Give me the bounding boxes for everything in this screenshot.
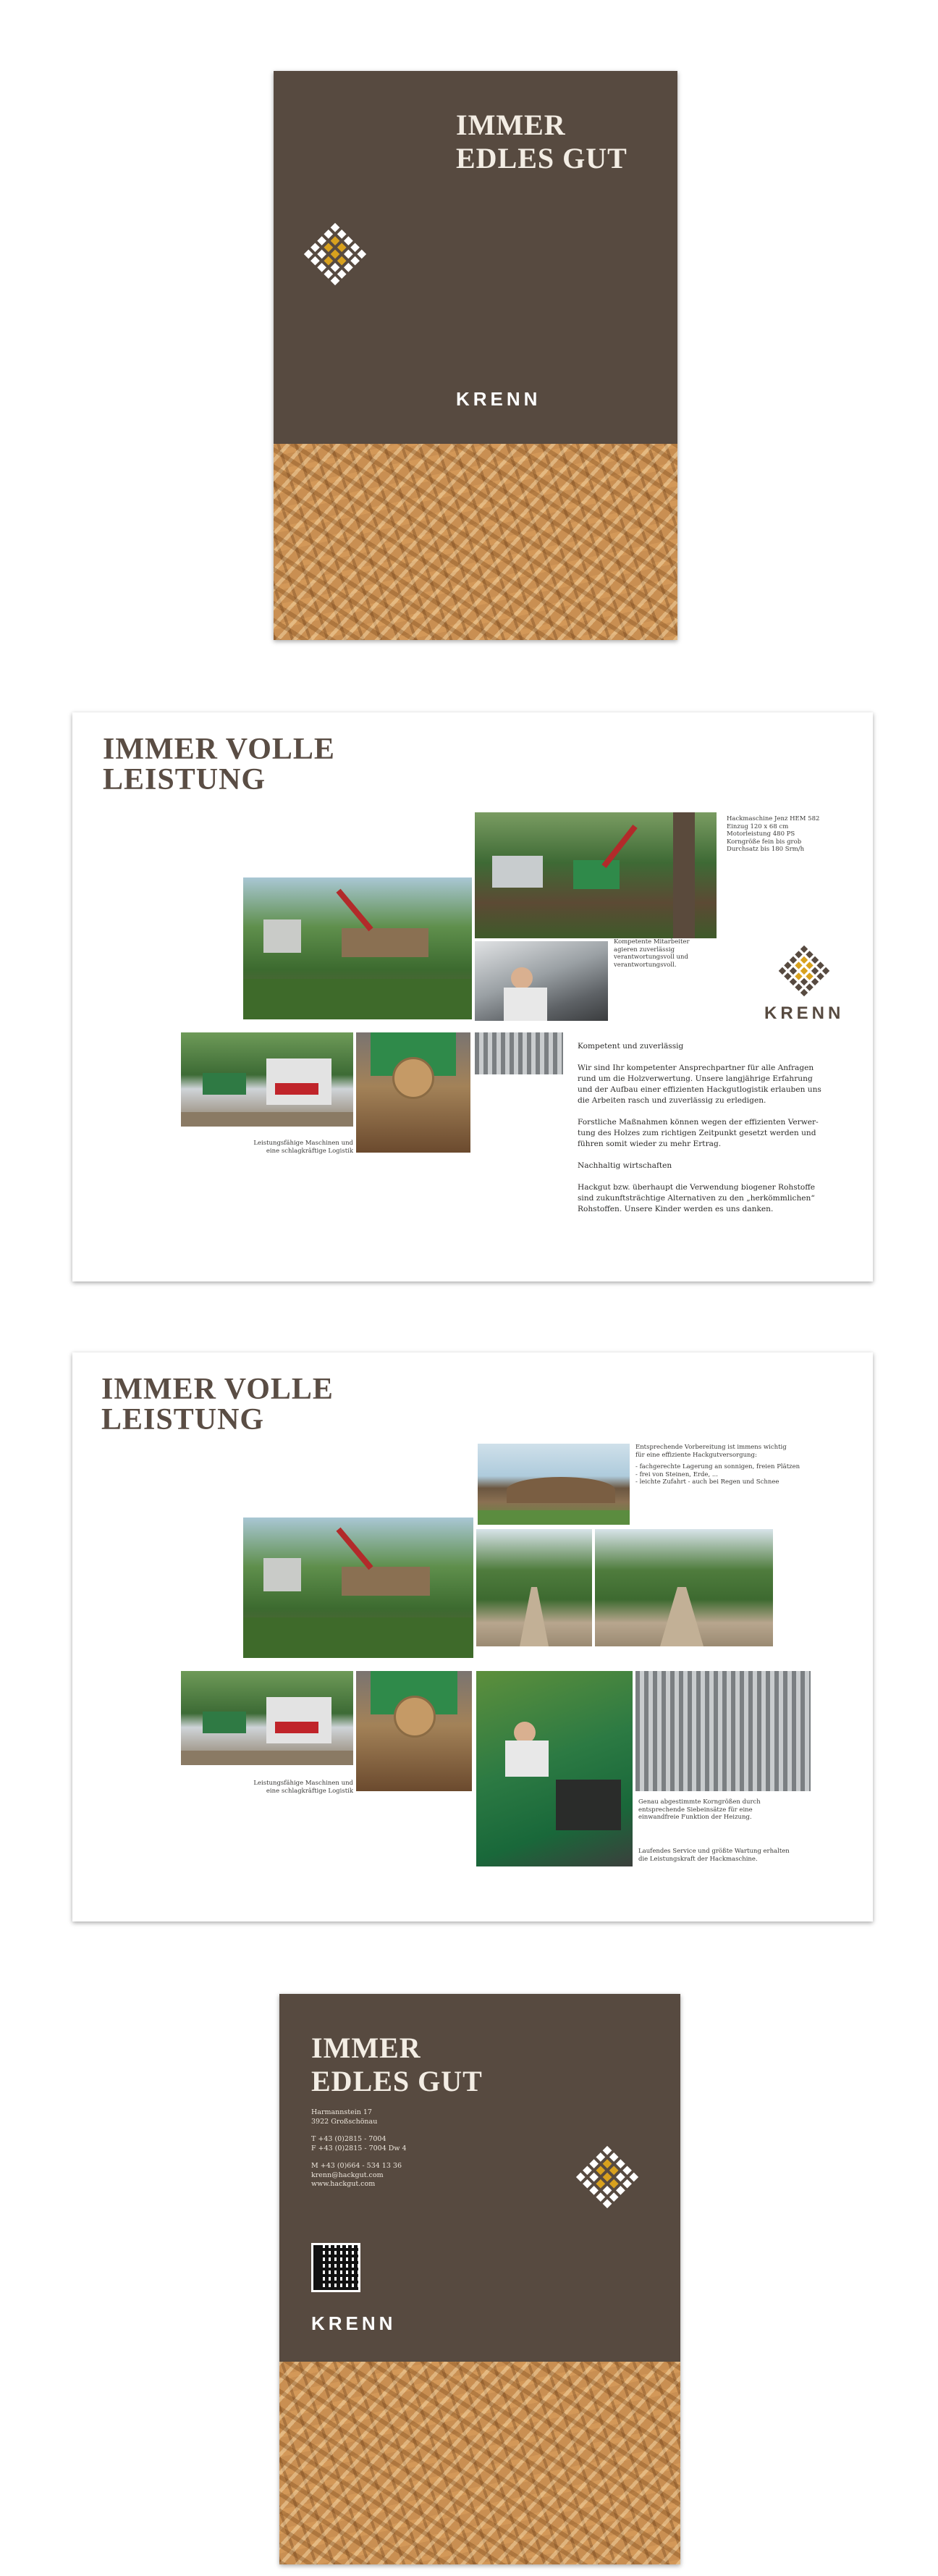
- address-line-2: 3922 Großschönau: [311, 2117, 378, 2126]
- logo-square: [331, 223, 340, 232]
- phone: T +43 (0)2815 - 7004: [311, 2135, 386, 2143]
- logo-gold-square: [596, 2165, 605, 2175]
- photo-loading-crane: [243, 1518, 473, 1658]
- photo-maintenance: [476, 1671, 633, 1866]
- logo-gold-square: [806, 961, 813, 969]
- front-cover-title-line-2: EDLES GUT: [456, 142, 628, 174]
- logo-square: [609, 2192, 619, 2202]
- logo-square: [596, 2192, 605, 2202]
- logo-gold-square: [800, 956, 808, 964]
- mobile: M +43 (0)664 - 534 13 36: [311, 2162, 402, 2170]
- photo-chip-hopper: [356, 1032, 470, 1153]
- logo-square: [317, 236, 326, 245]
- back-cover-title-line-1: IMMER: [311, 2032, 421, 2064]
- logo-square: [800, 946, 808, 953]
- logo-square: [806, 983, 813, 990]
- logo-square: [822, 967, 829, 975]
- logo-square: [304, 250, 313, 259]
- logo-square: [816, 961, 824, 969]
- logo-square: [790, 978, 797, 985]
- logo-gold-square: [324, 243, 333, 252]
- qr-code-icon: [311, 2243, 360, 2292]
- caption-screens: Genau abgestimmte Korngrößen durch entsprechende Siebeinsätze für eine einwandfreie Funktion der Heizung.: [638, 1798, 761, 1821]
- spread-1-body-text: [578, 1041, 853, 1226]
- logo-gold-square: [603, 2159, 612, 2168]
- logo-square: [350, 256, 360, 266]
- photo-chip-hopper: [356, 1671, 472, 1791]
- spread-1: [72, 712, 873, 1281]
- logo-square: [324, 269, 333, 279]
- photo-loading-crane: [243, 877, 472, 1019]
- diamond-logo-icon: [295, 214, 375, 294]
- logo-square: [344, 250, 353, 259]
- back-cover-brand: KRENN: [311, 2312, 397, 2334]
- logo-square: [589, 2159, 599, 2168]
- caption-logistics: Leistungsfähige Maschinen und eine schlagkräftige Logistik: [253, 1140, 353, 1155]
- caption-staff: Kompetente Mitarbeiter agieren zuverlässig verantwortungsvoll und verantwortungsvoll.: [614, 938, 690, 969]
- logo-square: [331, 276, 340, 285]
- logo-square: [622, 2179, 632, 2189]
- heading-competent: Kompetent und zuverlässig: [578, 1042, 684, 1051]
- logo-square: [616, 2159, 625, 2168]
- website: www.hackgut.com: [311, 2180, 376, 2188]
- email: krenn@hackgut.com: [311, 2171, 384, 2179]
- logo-square: [811, 978, 819, 985]
- logo-gold-square: [324, 256, 333, 266]
- logo-square: [317, 263, 326, 272]
- paragraph-1: Wir sind Ihr kompetenter Ansprechpartner für alle Anfragen rund um die Holzverwertung. Unsere langjährige Erfahrung und der Aufbau einer effizienten Hackgutlogistik erlauben uns die Arbeiten rasch und zuverlässig zu erledigen.: [578, 1064, 821, 1105]
- logo-square: [800, 989, 808, 996]
- front-cover-brand: KRENN: [456, 388, 541, 410]
- photo-forest-road-2: [595, 1529, 773, 1646]
- contact-block: [311, 2108, 407, 2189]
- spread-2-title-line-1: IMMER VOLLE: [101, 1373, 334, 1406]
- photo-operator-cab: [475, 941, 608, 1021]
- wood-chips-photo: [274, 444, 677, 640]
- spread-1-title-line-2: LEISTUNG: [103, 763, 266, 796]
- front-cover-title: [456, 109, 628, 175]
- logo-gold-square: [331, 236, 340, 245]
- logo-square: [596, 2152, 605, 2162]
- logo-square: [310, 243, 320, 252]
- logo-square: [784, 961, 791, 969]
- logo-square: [324, 230, 333, 239]
- photo-forest-road-1: [476, 1529, 592, 1646]
- logo-square: [790, 967, 797, 975]
- logo-square: [583, 2179, 592, 2189]
- spread-2-title: [101, 1374, 334, 1435]
- photo-truck-logistics: [181, 1671, 353, 1765]
- paragraph-3: Hackgut bzw. überhaupt die Verwendung biogener Rohstoffe sind zukunftsträchtige Alternativen zu den „herkömmlichen“ Rohstoffen. Unsere Kinder werden es uns danken.: [578, 1183, 816, 1213]
- logo-gold-square: [337, 243, 347, 252]
- logo-square: [357, 250, 366, 259]
- back-cover: [279, 1994, 680, 2564]
- caption-preparation: Entsprechende Vorbereitung ist immens wichtig für eine effiziente Hackgutversorgung: - fachgerechte Lagerung an sonnigen, freien Plätzen - frei von Steinen, Erde, ... - leichte Zufahrt - auch bei Regen und Schnee: [635, 1444, 800, 1486]
- logo-square: [317, 250, 326, 259]
- logo-square: [806, 951, 813, 958]
- spread-2: [72, 1352, 873, 1922]
- logo-square: [576, 2173, 586, 2182]
- front-cover-title-line-1: IMMER: [456, 109, 566, 141]
- diamond-logo-icon: [772, 938, 837, 1003]
- caption-service: Laufendes Service und größte Wartung erhalten die Leistungskraft der Hackmaschine.: [638, 1848, 790, 1863]
- photo-truck-logistics: [181, 1032, 353, 1127]
- back-cover-title: [311, 2032, 483, 2098]
- address-line-1: Harmannstein 17: [311, 2108, 372, 2116]
- logo-square: [795, 983, 802, 990]
- logo-square: [310, 256, 320, 266]
- logo-gold-square: [603, 2173, 612, 2182]
- wood-chips-photo: [279, 2362, 680, 2564]
- photo-chipper-in-forest: [475, 812, 717, 938]
- logo-square: [811, 956, 819, 964]
- logo-square: [629, 2173, 638, 2182]
- logo-square: [589, 2173, 599, 2182]
- logo-gold-square: [795, 972, 802, 980]
- logo-gold-square: [609, 2179, 619, 2189]
- logo-square: [784, 972, 791, 980]
- logo-gold-square: [806, 972, 813, 980]
- logo-square: [583, 2165, 592, 2175]
- logo-square: [603, 2199, 612, 2208]
- logo-gold-square: [337, 256, 347, 266]
- logo-square: [790, 956, 797, 964]
- logo-square: [344, 263, 353, 272]
- logo-square: [331, 263, 340, 272]
- photo-screen-insert: [475, 1032, 563, 1074]
- logo-gold-square: [795, 961, 802, 969]
- spread-2-title-line-2: LEISTUNG: [101, 1403, 265, 1436]
- fax: F +43 (0)2815 - 7004 Dw 4: [311, 2144, 407, 2152]
- photo-screen-insert: [635, 1671, 811, 1791]
- logo-square: [779, 967, 786, 975]
- logo-square: [795, 951, 802, 958]
- caption-machine: Hackmaschine Jenz HEM 582 Einzug 120 x 68 cm Motorleistung 480 PS Korngröße fein bis grob Durchsatz bis 180 Srm/h: [727, 815, 820, 853]
- caption-logistics: Leistungsfähige Maschinen und eine schlagkräftige Logistik: [253, 1780, 353, 1795]
- heading-sustainable: Nachhaltig wirtschaften: [578, 1161, 672, 1170]
- logo-square: [350, 243, 360, 252]
- logo-square: [337, 269, 347, 279]
- front-cover: [274, 71, 677, 640]
- logo-gold-square: [331, 250, 340, 259]
- logo-square: [616, 2173, 625, 2182]
- logo-gold-square: [609, 2165, 619, 2175]
- logo-square: [337, 230, 347, 239]
- logo-square: [622, 2165, 632, 2175]
- spread-1-title: [103, 734, 335, 795]
- paragraph-2: Forstliche Maßnahmen können wegen der effizienten Verwer- tung des Holzes zum richtigen Zeitpunkt gesetzt werden und führen somit wieder zu mehr Ertrag.: [578, 1118, 819, 1148]
- photo-wood-pile: [478, 1444, 630, 1525]
- logo-square: [800, 978, 808, 985]
- spread-1-title-line-1: IMMER VOLLE: [103, 733, 335, 766]
- logo-square: [603, 2186, 612, 2195]
- logo-square: [609, 2152, 619, 2162]
- logo-square: [344, 236, 353, 245]
- logo-square: [816, 972, 824, 980]
- logo-square: [589, 2186, 599, 2195]
- diamond-logo-icon: [567, 2137, 647, 2217]
- logo-gold-square: [596, 2179, 605, 2189]
- back-cover-title-line-2: EDLES GUT: [311, 2065, 483, 2097]
- logo-square: [603, 2146, 612, 2155]
- spread-1-brand: KRENN: [764, 1003, 845, 1023]
- logo-gold-square: [800, 967, 808, 975]
- logo-square: [811, 967, 819, 975]
- logo-square: [616, 2186, 625, 2195]
